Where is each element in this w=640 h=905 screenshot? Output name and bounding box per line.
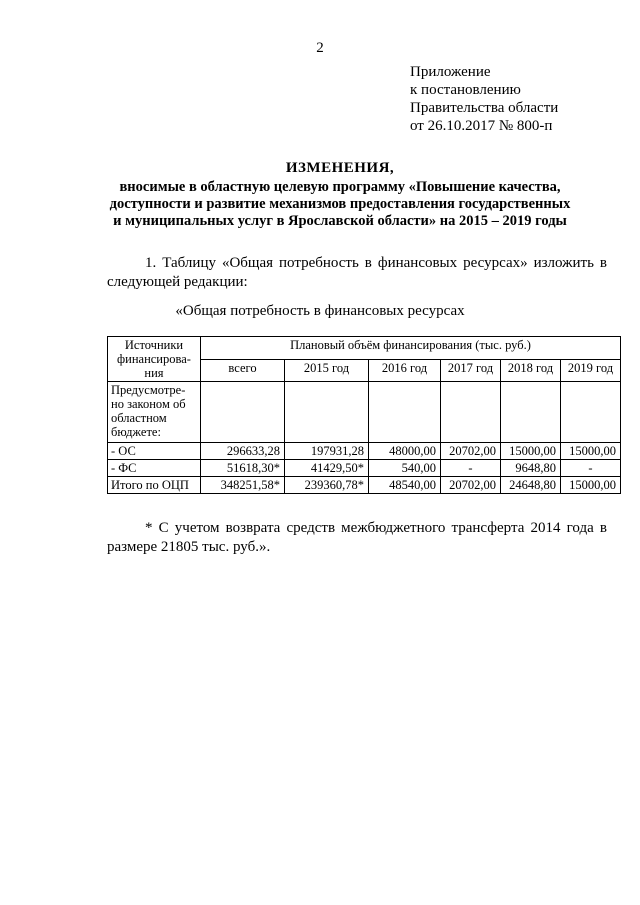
table-cell — [561, 382, 621, 443]
appendix-line: Правительства области — [410, 100, 559, 116]
table-caption: «Общая потребность в финансовых ресурсах — [175, 303, 465, 319]
subheader-year: 2015 год — [285, 359, 369, 382]
table-row — [108, 477, 621, 494]
table-cell — [441, 382, 501, 443]
table-cell: 41429,50* — [285, 460, 369, 477]
title-main: ИЗМЕНЕНИЯ, — [285, 160, 395, 176]
table-cell: 348251,58* — [201, 477, 285, 494]
table-cell — [285, 382, 369, 443]
table-cell: 15000,00 — [561, 443, 621, 460]
row-label: Итого по ОЦП — [108, 477, 201, 494]
table-cell: 51618,30* — [201, 460, 285, 477]
table-cell: 197931,28 — [285, 443, 369, 460]
table-cell: 15000,00 — [501, 443, 561, 460]
appendix-line: к постановлению — [410, 82, 521, 98]
subheader-year: 2018 год — [501, 359, 561, 382]
table-cell: 20702,00 — [441, 443, 501, 460]
table-cell: 24648,80 — [501, 477, 561, 494]
appendix-date-line: от 26.10.2017 № 800-п — [410, 118, 553, 134]
table-cell: 239360,78* — [285, 477, 369, 494]
table-cell: 15000,00 — [561, 477, 621, 494]
table-cell — [201, 382, 285, 443]
row-label: - ФС — [108, 460, 201, 477]
table-header-row — [108, 337, 621, 360]
table-cell — [501, 382, 561, 443]
body-paragraph: 1. Таблицу «Общая потребность в финансовых ресурсах» изложить в следующей редакции: — [107, 255, 607, 290]
header-source: Источники финансирова-ния — [108, 337, 201, 382]
table-cell: 48540,00 — [369, 477, 441, 494]
document-title — [90, 160, 590, 230]
table-cell: - — [441, 460, 501, 477]
section-label: Предусмотре-но законом об областном бюджете: — [108, 382, 201, 443]
appendix-line: Приложение — [410, 64, 491, 80]
table-cell: - — [561, 460, 621, 477]
table-row — [108, 443, 621, 460]
financing-table — [107, 336, 621, 494]
subheader-year: 2017 год — [441, 359, 501, 382]
table-cell: 9648,80 — [501, 460, 561, 477]
table-cell: 48000,00 — [369, 443, 441, 460]
header-plan: Плановый объём финансирования (тыс. руб.) — [201, 337, 621, 360]
table-cell — [369, 382, 441, 443]
table-cell: 540,00 — [369, 460, 441, 477]
title-line: доступности и развитие механизмов предоставления государственных — [109, 196, 571, 212]
page-number: 2 — [316, 40, 324, 56]
title-line: вносимые в областную целевую программу «Повышение качества, — [119, 179, 561, 195]
appendix-block — [410, 63, 558, 135]
table-section-row — [108, 382, 621, 443]
table-row — [108, 460, 621, 477]
subheader-year: 2019 год — [561, 359, 621, 382]
table-cell: 296633,28 — [201, 443, 285, 460]
footnote: * С учетом возврата средств межбюджетного трансферта 2014 года в размере 21805 тыс. руб.». — [107, 520, 607, 555]
row-label: - ОС — [108, 443, 201, 460]
subheader-total: всего — [201, 359, 285, 382]
subheader-year: 2016 год — [369, 359, 441, 382]
title-line: и муниципальных услуг в Ярославской области» на 2015 – 2019 годы — [113, 213, 567, 229]
table-cell: 20702,00 — [441, 477, 501, 494]
